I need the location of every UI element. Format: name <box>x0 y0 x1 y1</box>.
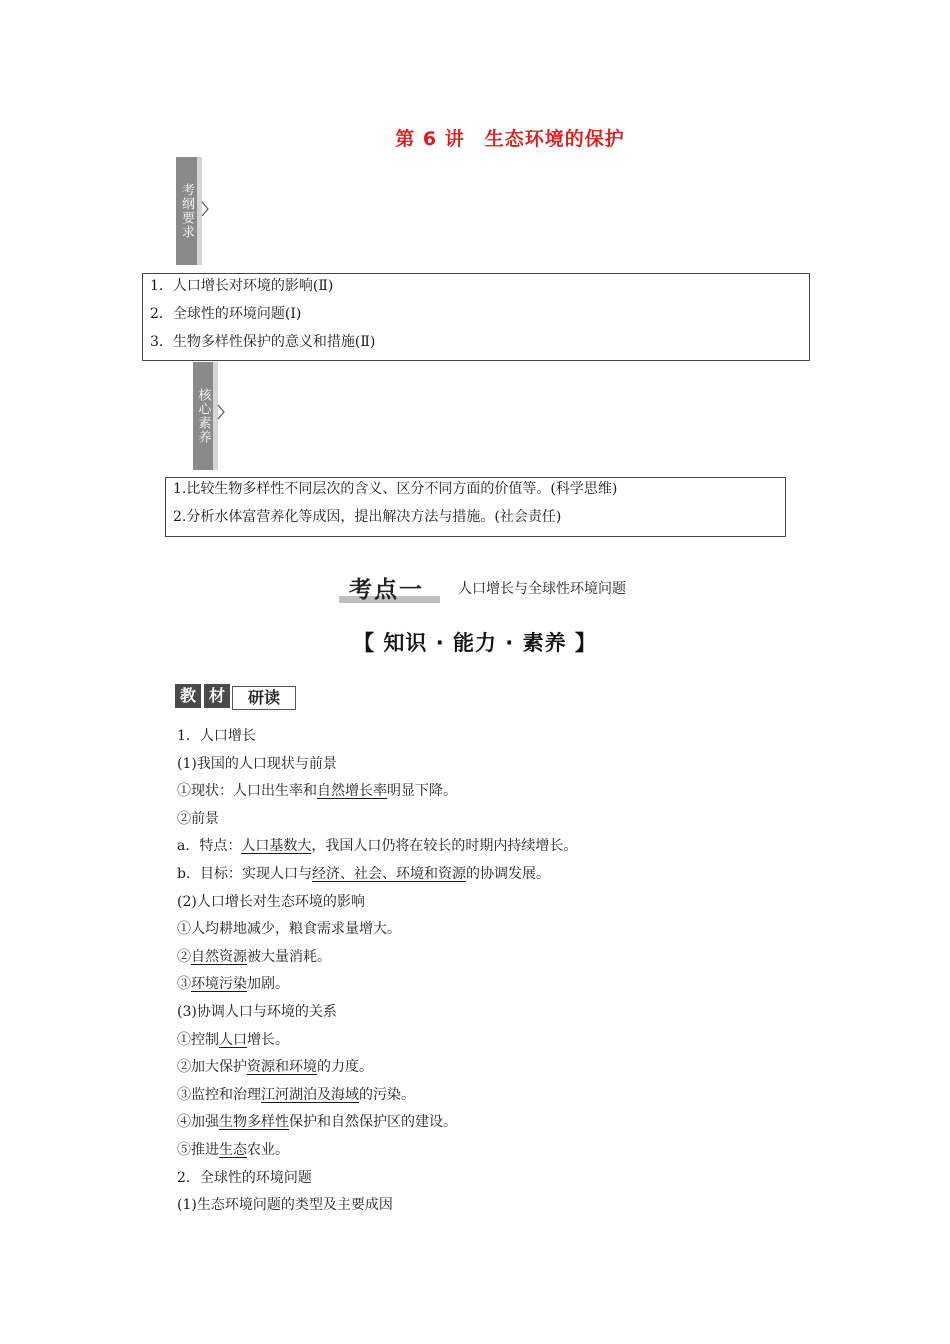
section-banner: 【 知识 · 能力 · 素养 】 <box>353 631 597 655</box>
chevron-right-icon <box>201 201 210 217</box>
content-text: 2．全球性的环境问题 <box>177 1169 312 1186</box>
content-underlined-term: 环境污染 <box>191 976 247 993</box>
content-text: 1．人口增长 <box>177 728 256 744</box>
content-text: 农业。 <box>247 1142 289 1158</box>
content-line <box>177 1111 457 1131</box>
content-line <box>177 863 550 883</box>
content-line <box>177 891 365 911</box>
content-line <box>177 1056 373 1076</box>
badge-char-cai: 材 <box>204 684 230 708</box>
badge-yandu: 研读 <box>232 686 296 710</box>
content-line <box>177 808 219 828</box>
content-text: 保护和自然保护区的建设。 <box>289 1114 457 1131</box>
badge-char-jiao: 教 <box>175 684 201 708</box>
content-line <box>177 835 577 855</box>
content-line <box>177 1167 312 1187</box>
page-title: 第 6 讲 生态环境的保护 <box>395 128 625 150</box>
content-text: b．目标：实现人口与 <box>177 866 312 882</box>
content-text: ①控制 <box>177 1031 219 1048</box>
content-text: ②前景 <box>177 810 219 827</box>
hexin-item: 1.比较生物多样性不同层次的含义、区分不同方面的价值等。(科学思维) <box>173 481 618 497</box>
hexin-box <box>165 477 786 537</box>
content-line <box>177 1139 289 1159</box>
kaodian-label: 考点一 <box>349 577 424 603</box>
content-line <box>177 946 331 966</box>
tab-hexin: 核心素养 <box>193 362 213 470</box>
content-text: 被大量消耗。 <box>247 948 331 965</box>
content-line <box>177 753 337 773</box>
content-underlined-term: 资源和环境 <box>247 1059 317 1076</box>
content-text: ⑤推进 <box>177 1142 219 1158</box>
content-line <box>177 725 256 745</box>
content-text: ①人均耕地减少，粮食需求量增大。 <box>177 921 401 938</box>
content-text: 的污染。 <box>359 1086 415 1103</box>
content-text: (1)生态环境问题的类型及主要成因 <box>177 1197 393 1214</box>
content-text: ③监控和治理 <box>177 1086 261 1103</box>
content-line <box>177 918 401 938</box>
tab-kaogang: 考纲要求 <box>176 157 197 265</box>
content-text: ④加强 <box>177 1114 219 1131</box>
content-underlined-term: 生物多样性 <box>219 1114 289 1131</box>
content-text: ，我国人口仍将在较长的时期内持续增长。 <box>311 838 578 855</box>
kaogang-item: 2．全球性的环境问题(Ⅰ) <box>150 306 302 322</box>
kaogang-item: 1．人口增长对环境的影响(Ⅱ) <box>150 278 334 294</box>
kaogang-item: 3．生物多样性保护的意义和措施(Ⅱ) <box>150 334 376 350</box>
content-text: 增长。 <box>247 1031 289 1048</box>
content-underlined-term: 自然资源 <box>191 948 247 965</box>
content-line <box>177 1194 393 1214</box>
content-text: 的力度。 <box>317 1059 373 1076</box>
content-text: 明显下降。 <box>387 783 457 800</box>
kaogang-box <box>142 273 810 361</box>
content-underlined-term: 人口 <box>219 1031 247 1048</box>
content-text: ②加大保护 <box>177 1059 247 1076</box>
content-text: (3)协调人口与环境的关系 <box>177 1004 337 1020</box>
content-text: (1)我国的人口现状与前景 <box>177 755 337 772</box>
content-line <box>177 1001 337 1021</box>
hexin-item: 2.分析水体富营养化等成因，提出解决方法与措施。(社会责任) <box>173 509 562 525</box>
content-line <box>177 1084 415 1104</box>
content-line <box>177 1029 289 1049</box>
content-underlined-term: 自然增长率 <box>317 783 387 800</box>
content-text: ③ <box>177 976 191 993</box>
content-underlined-term: 人口基数大 <box>241 838 312 855</box>
content-text: 加剧。 <box>247 976 289 993</box>
content-text: (2)人口增长对生态环境的影响 <box>177 893 365 910</box>
content-line <box>177 973 289 993</box>
content-text: ② <box>177 948 191 965</box>
content-text: 的协调发展。 <box>465 866 550 882</box>
content-underlined-term: 江河湖泊及海域 <box>261 1086 359 1103</box>
content-text: a．特点： <box>177 838 242 855</box>
content-line <box>177 780 457 800</box>
content-text: ①现状：人口出生率和 <box>177 783 317 800</box>
kaodian-subtitle: 人口增长与全球性环境问题 <box>458 581 626 597</box>
content-underlined-term: 经济、社会、环境和资源 <box>311 866 466 882</box>
chevron-right-icon <box>217 404 226 420</box>
content-underlined-term: 生态 <box>219 1142 247 1158</box>
